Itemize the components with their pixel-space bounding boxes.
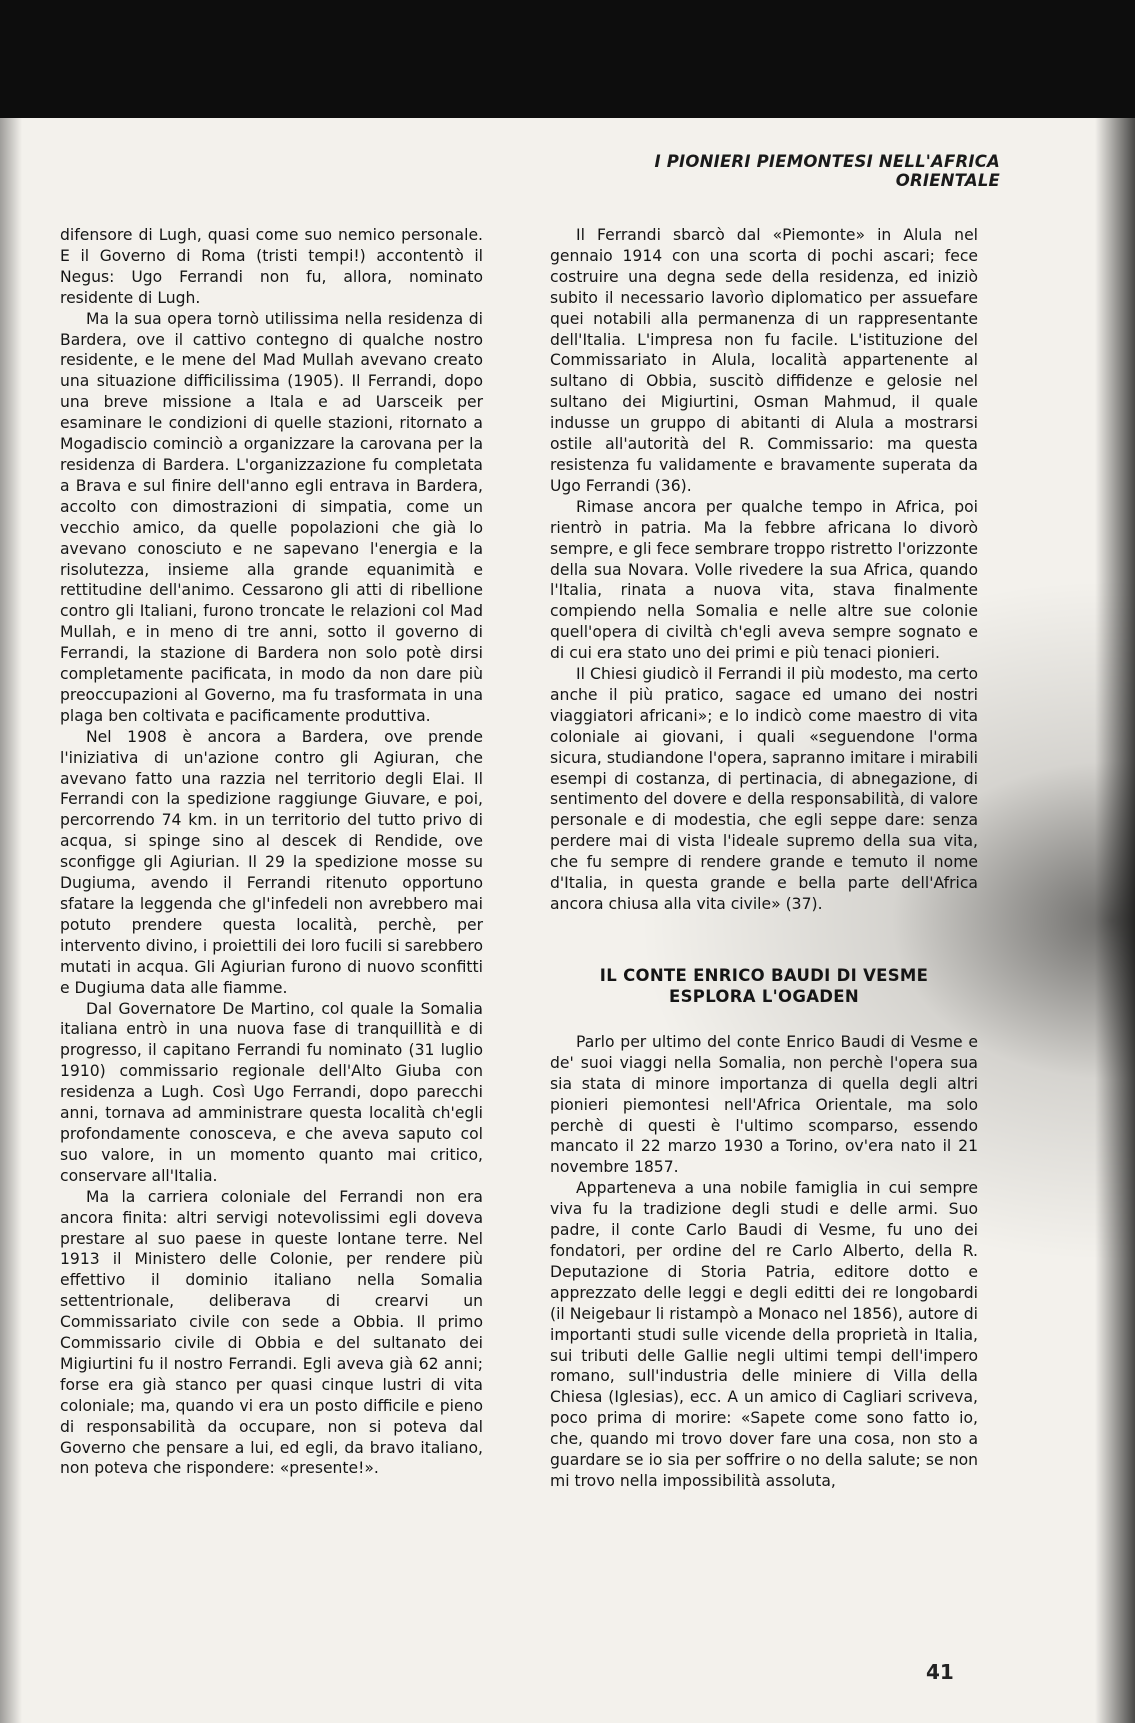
right-column bbox=[550, 225, 978, 1492]
paragraph: Apparteneva a una nobile famiglia in cui sempre viva fu la tradizione degli studi e delle armi. Suo padre, il conte Carlo Baudi di Vesme, fu uno dei fondatori, per ordine del re Carlo Alberto, della R. Deputazione di Storia Patria, editore dotto e apprezzato delle leggi e degli editti dei re longobardi (il Neigebaur li ristampò a Monaco nel 1856), autore di importanti studi sulle vicende della proprietà in Italia, sui tributi delle Gallie negli ultimi tempi dell'impero romano, sull'industria delle miniere di Villa della Chiesa (Iglesias), ecc. A un amico di Cagliari scriveva, poco prima di morire: «Sapete come sono fatto io, che, quando mi trovo dover fare una cosa, non sto a guardare se io sia per soffrire o no della salute; se non mi trovo nella impossibilità assoluta, bbox=[550, 1179, 978, 1490]
running-header: I PIONIERI PIEMONTESI NELL'AFRICA ORIENTALE bbox=[654, 152, 1000, 190]
paragraph: Nel 1908 è ancora a Bardera, ove prende l'iniziativa di un'azione contro gli Agiuran, che avevano fatto una razzia nel territorio degli Elai. Il Ferrandi con la spedizione raggiunge Giuvare, e poi, percorrendo 74 km. in un territorio del tutto privo di acqua, si spinge sino al descek di Rendide, ove sconfigge gli Agiurian. Il 29 la spedizione mosse su Dugiuma, avendo il Ferrandi ritenuto opportuno sfatare la leggenda che gl'infedeli non avrebbero mai potuto prendere questa località, perchè, per intervento divino, i proiettili dei loro fucili si sarebbero mutati in acqua. Gli Agiurian furono di nuovo sconfitti e Dugiuma data alle fiamme. bbox=[60, 727, 483, 997]
paragraph: Parlo per ultimo del conte Enrico Baudi di Vesme e de' suoi viaggi nella Somalia, non perchè l'opera sua sia stata di minore importanza di quella degli altri pionieri piemontesi nell'Africa Orientale, ma solo perchè di questi è l'ultimo scomparso, essendo mancato il 22 marzo 1930 a Torino, ov'era nato il 21 novembre 1857. bbox=[550, 1032, 978, 1177]
page-number: 41 bbox=[926, 1660, 954, 1684]
paragraph: Il Chiesi giudicò il Ferrandi il più modesto, ma certo anche il più pratico, sagace ed umano dei nostri viaggiatori africani»; e lo indicò come maestro di vita coloniale ai giovani, i quali «seguendone l'orma sicura, studiandone l'opera, sapranno imitare i mirabili esempi di costanza, di pertinacia, di abnegazione, di sentimento del dovere e della responsabilità, di valore personale e di modestia, che egli seppe dare: senza perdere mai di vista l'ideale supremo della sua vita, che fu sempre di rendere grande e temuto il nome d'Italia, in questa grande e bella parte dell'Africa ancora chiusa alla vita civile» (37). bbox=[550, 665, 978, 913]
section-heading-line: IL CONTE ENRICO BAUDI DI VESME bbox=[599, 965, 929, 985]
section-heading-line: ESPLORA L'OGADEN bbox=[669, 986, 859, 1006]
paragraph: Ma la carriera coloniale del Ferrandi non era ancora finita: altri servigi notevolissimi egli doveva prestare al suo paese in queste lontane terre. Nel 1913 il Ministero delle Colonie, per rendere più effettivo il dominio italiano nella Somalia settentrionale, deliberava di crearvi un Commissariato civile con sede a Obbia. Il primo Commissario civile di Obbia e del sultanato dei Migiurtini fu il nostro Ferrandi. Egli aveva già 62 anni; forse era già stanco per quasi cinque lustri di vita coloniale; ma, quando vi era un posto difficile e pieno di responsabilità da occupare, non si poteva dal Governo che pensare a lui, ed egli, da bravo italiano, non poteva che rispondere: «presente!». bbox=[60, 1187, 483, 1478]
paragraph: Ma la sua opera tornò utilissima nella residenza di Bardera, ove il cattivo contegno di qualche nostro residente, e le mene del Mad Mullah avevano creato una situazione difficilissima (1905). Il Ferrandi, dopo una breve missione a Itala e ad Uarsceik per esaminare le condizioni di quelle stazioni, ritornato a Mogadiscio cominciò a organizzare la carovana per la residenza di Bardera. L'organizzazione fu completata a Brava e sul finire dell'anno egli entrava in Bardera, accolto con dimostrazioni di simpatia, come un vecchio amico, da quelle popolazioni che già lo avevano conosciuto e ne sapevano l'energia e la risolutezza, insieme alla grande equanimità e rettitudine dell'animo. Cessarono gli atti di ribellione contro gli Italiani, furono troncate le relazioni col Mad Mullah, e in meno di tre anni, sotto il governo di Ferrandi, la stazione di Bardera non solo potè dirsi completamente pacificata, in modo da non dare più preoccupazioni al Governo, ma fu trasformata in una plaga ben coltivata e pacificamente produttiva. bbox=[60, 309, 483, 725]
paragraph: Il Ferrandi sbarcò dal «Piemonte» in Alula nel gennaio 1914 con una scorta di pochi ascari; fece costruire una degna sede della residenza, ed iniziò subito il necessario lavorìo diplomatico per assuefare quei notabili alla permanenza di un rappresentante dell'Italia. L'impresa non fu facile. L'istituzione del Commissariato in Alula, località appartenente al sultano di Obbia, suscitò diffidenze e gelosie nel sultano dei Migiurtini, Osman Mahmud, il quale indusse un gruppo di abitanti di Alula a mostrarsi ostile all'autorità del R. Commissario: ma questa resistenza fu validamente e bravamente superata da Ugo Ferrandi (36). bbox=[550, 226, 978, 495]
page-edge-shadow bbox=[1095, 118, 1135, 1723]
paragraph: Rimase ancora per qualche tempo in Africa, poi rientrò in patria. Ma la febbre africana lo divorò sempre, e gli fece sembrare troppo ristretto l'orizzonte della sua Novara. Volle rivedere la sua Africa, quando l'Italia, rinata a nuova vita, stava finalmente compiendo nella Somalia e nelle altre sue colonie quell'opera di civiltà ch'egli aveva sempre sognato e di cui era stato uno dei primi e più tenaci pionieri. bbox=[550, 497, 978, 663]
section-heading bbox=[550, 965, 978, 1007]
paragraph: Dal Governatore De Martino, col quale la Somalia italiana entrò in una nuova fase di tranquillità e di progresso, il capitano Ferrandi fu nominato (31 luglio 1910) commissario regionale dell'Alto Giuba con residenza a Lugh. Così Ugo Ferrandi, dopo parecchi anni, tornava ad amministrare questa località ch'egli profondamente conosceva, e che aveva saputo col suo valore, in un momento quanto mai critico, conservare all'Italia. bbox=[60, 999, 483, 1185]
paragraph: difensore di Lugh, quasi come suo nemico personale. E il Governo di Roma (tristi tempi!) accontentò il Negus: Ugo Ferrandi non fu, allora, nominato residente di Lugh. bbox=[60, 226, 483, 307]
left-column bbox=[60, 225, 483, 1479]
